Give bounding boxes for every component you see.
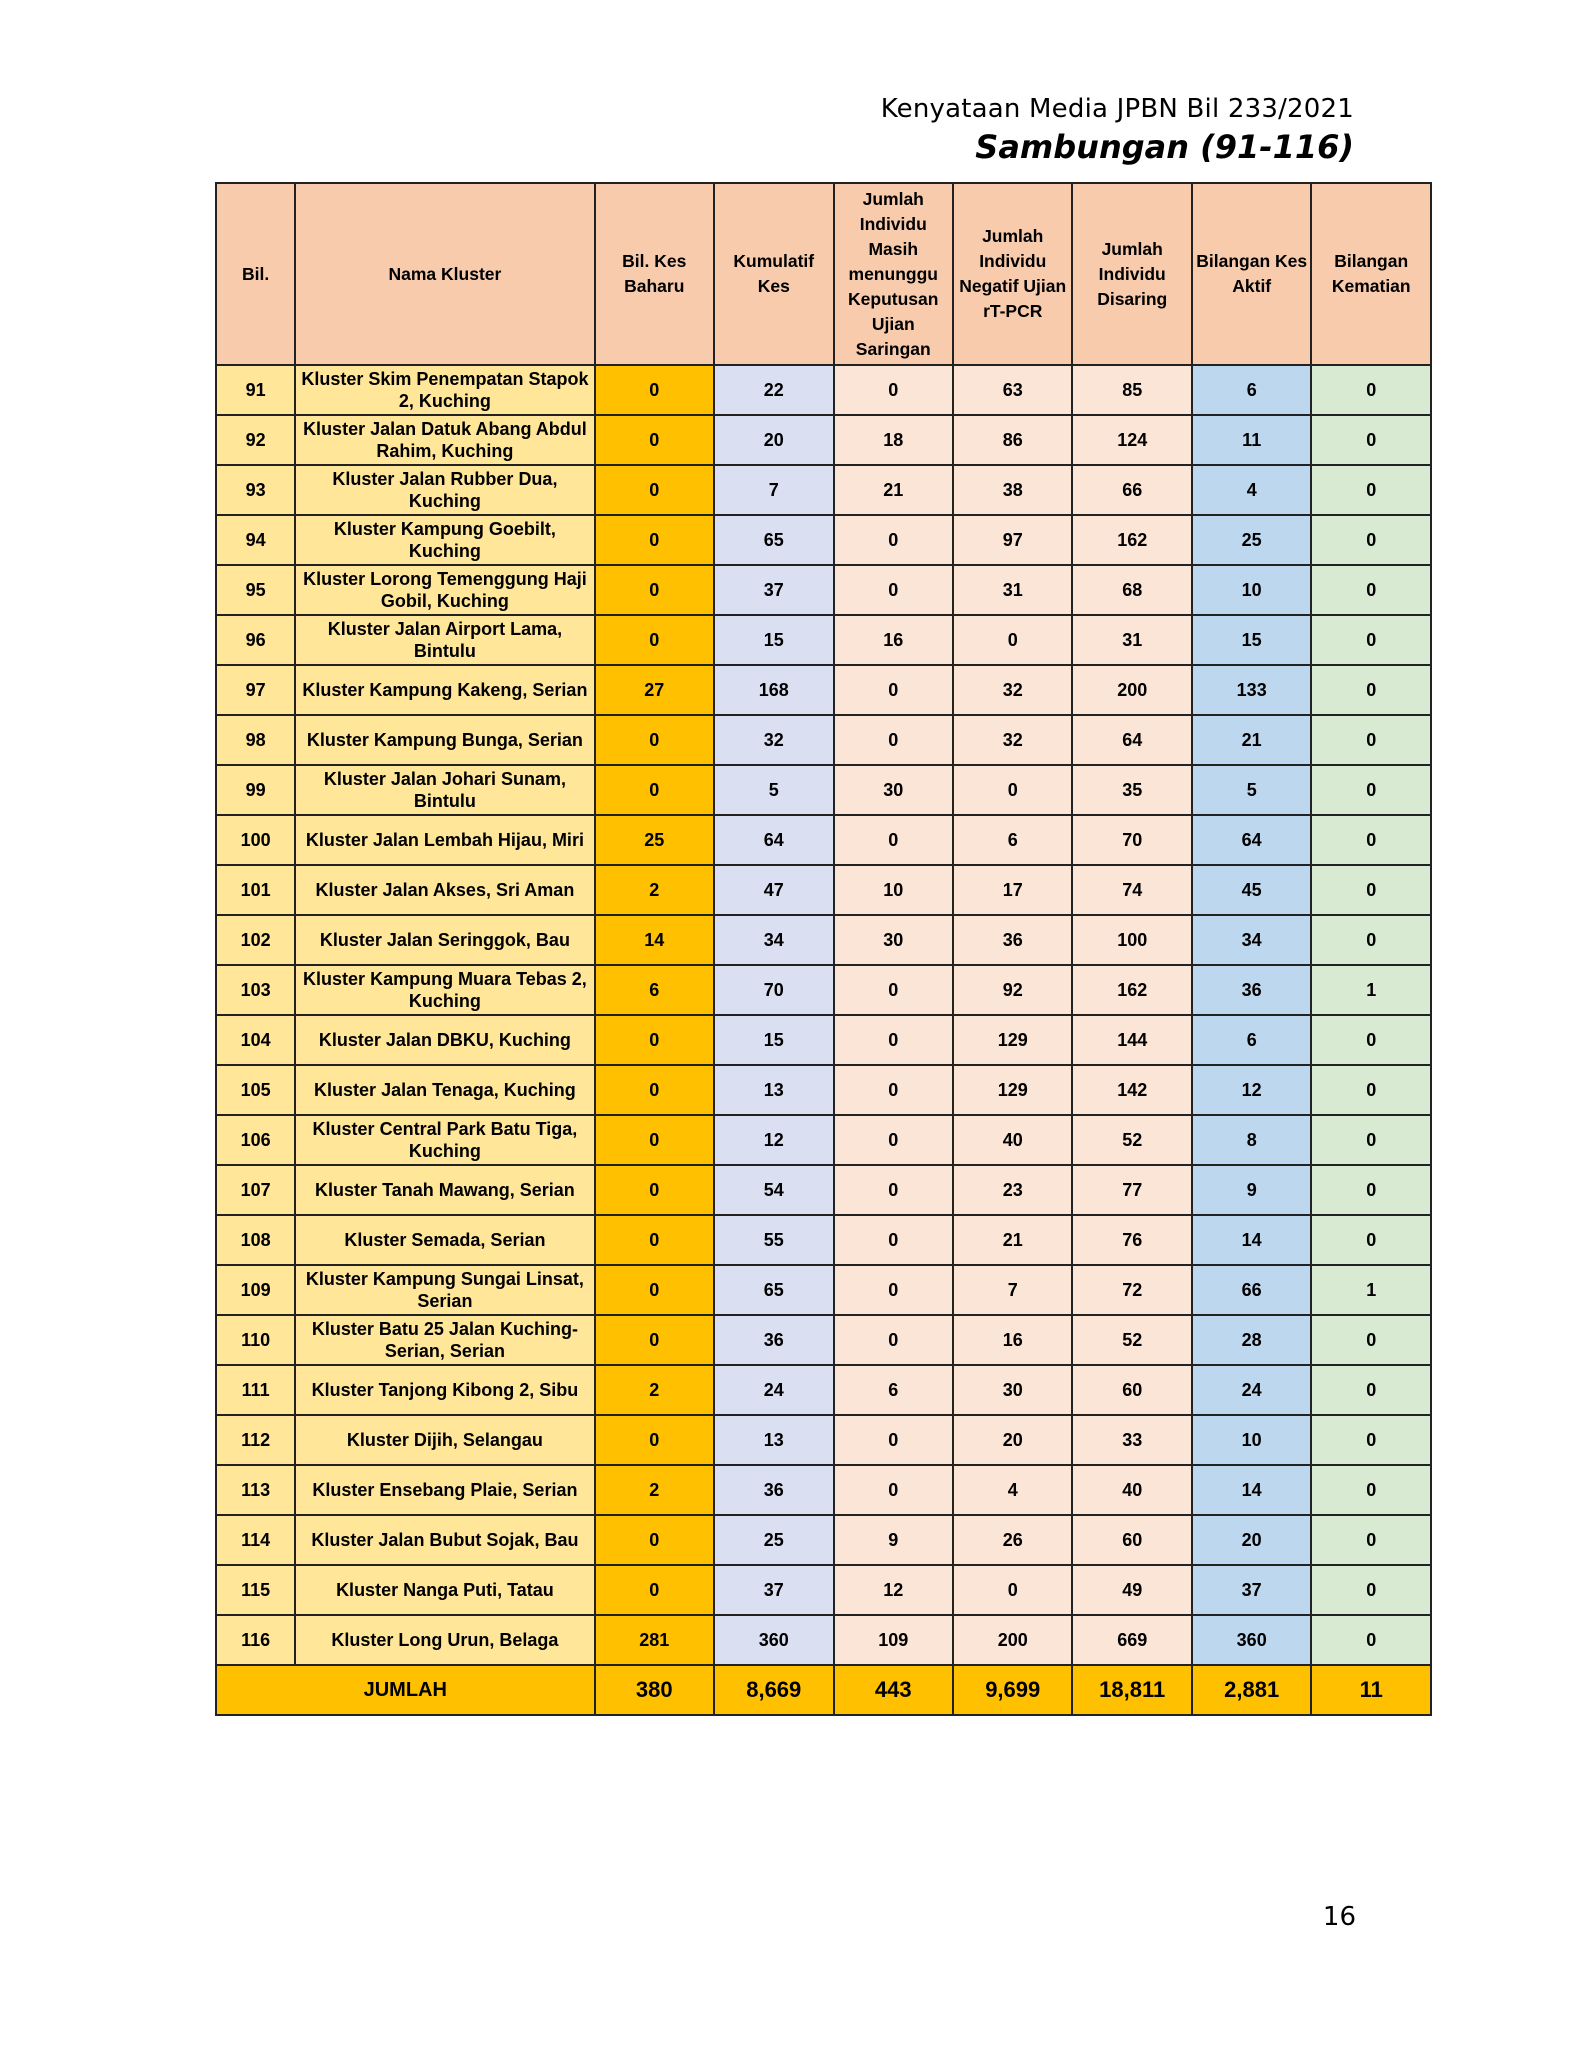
table-row [216,565,1431,615]
cell-bil: 93 [216,465,295,515]
cell-kes-aktif: 360 [1192,1615,1311,1665]
cell-menunggu: 0 [834,1315,953,1365]
cell-kematian: 0 [1311,515,1431,565]
cell-kes-baharu: 0 [595,365,714,415]
total-kematian: 11 [1311,1665,1431,1715]
cell-kes-baharu: 0 [595,1265,714,1315]
cell-kematian: 0 [1311,1215,1431,1265]
cell-kumulatif: 168 [714,665,833,715]
cell-negatif: 21 [953,1215,1072,1265]
cell-kumulatif: 13 [714,1415,833,1465]
cell-kes-baharu: 0 [595,415,714,465]
cell-kematian: 0 [1311,865,1431,915]
cell-negatif: 31 [953,565,1072,615]
table-row [216,815,1431,865]
cell-kes-aktif: 20 [1192,1515,1311,1565]
cell-disaring: 72 [1072,1265,1191,1315]
total-kes-aktif: 2,881 [1192,1665,1311,1715]
cell-kes-aktif: 64 [1192,815,1311,865]
cell-menunggu: 0 [834,515,953,565]
cell-menunggu: 30 [834,765,953,815]
cell-menunggu: 0 [834,1465,953,1515]
cell-bil: 91 [216,365,295,415]
table-row [216,1465,1431,1515]
cell-disaring: 85 [1072,365,1191,415]
cell-kumulatif: 64 [714,815,833,865]
table-row [216,915,1431,965]
cell-negatif: 17 [953,865,1072,915]
cell-bil: 103 [216,965,295,1015]
cell-kumulatif: 34 [714,915,833,965]
cell-kematian: 0 [1311,665,1431,715]
cell-disaring: 52 [1072,1115,1191,1165]
cell-menunggu: 109 [834,1615,953,1665]
cell-bil: 98 [216,715,295,765]
cell-nama-kluster: Kluster Skim Penempatan Stapok 2, Kuching [295,365,594,415]
cell-negatif: 129 [953,1065,1072,1115]
cell-menunggu: 0 [834,1115,953,1165]
cell-kumulatif: 37 [714,1565,833,1615]
cell-kematian: 1 [1311,1265,1431,1315]
cell-negatif: 38 [953,465,1072,515]
cluster-table [215,182,1432,1716]
total-kumulatif: 8,669 [714,1665,833,1715]
cell-negatif: 4 [953,1465,1072,1515]
cell-bil: 115 [216,1565,295,1615]
cell-negatif: 32 [953,665,1072,715]
cell-kumulatif: 47 [714,865,833,915]
cell-kematian: 0 [1311,1415,1431,1465]
table-row [216,1515,1431,1565]
cell-kumulatif: 32 [714,715,833,765]
cell-kematian: 0 [1311,615,1431,665]
cell-menunggu: 0 [834,1415,953,1465]
cell-menunggu: 0 [834,1215,953,1265]
table-row [216,615,1431,665]
cell-bil: 114 [216,1515,295,1565]
cell-nama-kluster: Kluster Tanjong Kibong 2, Sibu [295,1365,594,1415]
cell-kematian: 0 [1311,1065,1431,1115]
cell-bil: 111 [216,1365,295,1415]
cell-kumulatif: 36 [714,1465,833,1515]
cell-bil: 116 [216,1615,295,1665]
cell-bil: 92 [216,415,295,465]
cell-menunggu: 0 [834,715,953,765]
column-header-kes-aktif: Bilangan Kes Aktif [1192,183,1311,365]
total-disaring: 18,811 [1072,1665,1191,1715]
cell-kes-baharu: 0 [595,1215,714,1265]
table-row [216,1415,1431,1465]
table-row [216,515,1431,565]
cell-disaring: 66 [1072,465,1191,515]
cell-menunggu: 18 [834,415,953,465]
cell-negatif: 200 [953,1615,1072,1665]
cell-disaring: 40 [1072,1465,1191,1515]
table-row [216,465,1431,515]
cell-disaring: 33 [1072,1415,1191,1465]
cell-kumulatif: 15 [714,1015,833,1065]
cell-kes-aktif: 10 [1192,1415,1311,1465]
cell-kes-baharu: 0 [595,565,714,615]
cell-kematian: 0 [1311,365,1431,415]
cell-disaring: 124 [1072,415,1191,465]
cell-negatif: 30 [953,1365,1072,1415]
cell-kes-aktif: 45 [1192,865,1311,915]
cell-kes-aktif: 34 [1192,915,1311,965]
cell-menunggu: 30 [834,915,953,965]
table-row [216,1615,1431,1665]
cell-kes-baharu: 0 [595,1415,714,1465]
total-label: JUMLAH [216,1665,595,1715]
total-menunggu: 443 [834,1665,953,1715]
cell-kumulatif: 13 [714,1065,833,1115]
cell-kes-baharu: 0 [595,765,714,815]
cell-bil: 110 [216,1315,295,1365]
cell-kematian: 1 [1311,965,1431,1015]
cell-kematian: 0 [1311,1565,1431,1615]
cell-disaring: 60 [1072,1365,1191,1415]
cell-menunggu: 21 [834,465,953,515]
cell-negatif: 40 [953,1115,1072,1165]
cell-bil: 102 [216,915,295,965]
table-row [216,715,1431,765]
cell-kumulatif: 360 [714,1615,833,1665]
cell-nama-kluster: Kluster Semada, Serian [295,1215,594,1265]
cell-disaring: 669 [1072,1615,1191,1665]
cell-negatif: 32 [953,715,1072,765]
cell-kematian: 0 [1311,465,1431,515]
table-row [216,1265,1431,1315]
cell-kes-aktif: 15 [1192,615,1311,665]
cell-negatif: 92 [953,965,1072,1015]
cell-kematian: 0 [1311,1015,1431,1065]
cell-nama-kluster: Kluster Jalan Rubber Dua, Kuching [295,465,594,515]
table-row [216,1315,1431,1365]
cell-nama-kluster: Kluster Jalan Tenaga, Kuching [295,1065,594,1115]
cell-kes-baharu: 0 [595,1165,714,1215]
cell-kes-baharu: 281 [595,1615,714,1665]
cell-kematian: 0 [1311,715,1431,765]
cell-kes-baharu: 2 [595,1465,714,1515]
table-row [216,1015,1431,1065]
cell-kes-baharu: 0 [595,715,714,765]
cell-kes-baharu: 27 [595,665,714,715]
cell-disaring: 144 [1072,1015,1191,1065]
cell-bil: 109 [216,1265,295,1315]
column-header-kumulatif: Kumulatif Kes [714,183,833,365]
cell-menunggu: 12 [834,1565,953,1615]
cell-disaring: 52 [1072,1315,1191,1365]
cell-kes-aktif: 66 [1192,1265,1311,1315]
cell-nama-kluster: Kluster Jalan Johari Sunam, Bintulu [295,765,594,815]
cell-disaring: 35 [1072,765,1191,815]
cell-nama-kluster: Kluster Kampung Bunga, Serian [295,715,594,765]
cell-kumulatif: 12 [714,1115,833,1165]
cell-negatif: 16 [953,1315,1072,1365]
cell-nama-kluster: Kluster Jalan Bubut Sojak, Bau [295,1515,594,1565]
cell-nama-kluster: Kluster Dijih, Selangau [295,1415,594,1465]
cell-nama-kluster: Kluster Jalan Akses, Sri Aman [295,865,594,915]
cell-nama-kluster: Kluster Kampung Kakeng, Serian [295,665,594,715]
cell-bil: 99 [216,765,295,815]
column-header-nama-kluster: Nama Kluster [295,183,594,365]
cell-kematian: 0 [1311,765,1431,815]
cell-nama-kluster: Kluster Nanga Puti, Tatau [295,1565,594,1615]
cell-kes-aktif: 24 [1192,1365,1311,1415]
table-body [216,365,1431,1665]
cell-kes-aktif: 12 [1192,1065,1311,1115]
cell-menunggu: 0 [834,565,953,615]
cell-nama-kluster: Kluster Kampung Sungai Linsat, Serian [295,1265,594,1315]
cell-nama-kluster: Kluster Lorong Temenggung Haji Gobil, Kuching [295,565,594,615]
cell-disaring: 31 [1072,615,1191,665]
cell-disaring: 100 [1072,915,1191,965]
cell-bil: 96 [216,615,295,665]
cell-disaring: 49 [1072,1565,1191,1615]
table-row [216,1365,1431,1415]
cell-disaring: 162 [1072,515,1191,565]
cell-menunggu: 0 [834,1165,953,1215]
cell-kumulatif: 54 [714,1165,833,1215]
cell-menunggu: 16 [834,615,953,665]
column-header-kematian: Bilangan Kematian [1311,183,1431,365]
cell-kes-aktif: 6 [1192,1015,1311,1065]
cell-menunggu: 0 [834,665,953,715]
cell-negatif: 7 [953,1265,1072,1315]
cell-kematian: 0 [1311,1465,1431,1515]
cell-bil: 101 [216,865,295,915]
cell-negatif: 20 [953,1415,1072,1465]
cell-negatif: 0 [953,1565,1072,1615]
cell-kes-baharu: 0 [595,1515,714,1565]
cell-kes-aktif: 28 [1192,1315,1311,1365]
table-row [216,865,1431,915]
cell-nama-kluster: Kluster Jalan Lembah Hijau, Miri [295,815,594,865]
cell-kes-aktif: 9 [1192,1165,1311,1215]
cell-menunggu: 0 [834,815,953,865]
cell-disaring: 70 [1072,815,1191,865]
cell-kes-aktif: 11 [1192,415,1311,465]
cell-negatif: 0 [953,615,1072,665]
cell-kes-baharu: 2 [595,865,714,915]
cell-disaring: 64 [1072,715,1191,765]
cell-kumulatif: 65 [714,515,833,565]
cell-disaring: 76 [1072,1215,1191,1265]
cell-negatif: 26 [953,1515,1072,1565]
table-row [216,965,1431,1015]
cell-kes-baharu: 0 [595,1065,714,1115]
cell-kematian: 0 [1311,915,1431,965]
cell-kumulatif: 7 [714,465,833,515]
cell-menunggu: 0 [834,1015,953,1065]
cell-kematian: 0 [1311,1515,1431,1565]
document-header-title: Kenyataan Media JPBN Bil 233/2021 [880,94,1354,124]
cell-kes-aktif: 14 [1192,1215,1311,1265]
cell-bil: 94 [216,515,295,565]
cell-menunggu: 6 [834,1365,953,1415]
total-negatif: 9,699 [953,1665,1072,1715]
cell-nama-kluster: Kluster Central Park Batu Tiga, Kuching [295,1115,594,1165]
table-row [216,1215,1431,1265]
cell-kes-aktif: 37 [1192,1565,1311,1615]
cell-disaring: 142 [1072,1065,1191,1115]
cell-menunggu: 0 [834,965,953,1015]
cell-kes-aktif: 5 [1192,765,1311,815]
cell-negatif: 63 [953,365,1072,415]
cell-nama-kluster: Kluster Kampung Muara Tebas 2, Kuching [295,965,594,1015]
table-row [216,1065,1431,1115]
cell-negatif: 23 [953,1165,1072,1215]
cell-menunggu: 9 [834,1515,953,1565]
cell-kes-baharu: 0 [595,465,714,515]
cell-bil: 100 [216,815,295,865]
table-row [216,665,1431,715]
cell-menunggu: 10 [834,865,953,915]
cell-kematian: 0 [1311,815,1431,865]
cell-kes-aktif: 133 [1192,665,1311,715]
cell-nama-kluster: Kluster Long Urun, Belaga [295,1615,594,1665]
cell-kematian: 0 [1311,1365,1431,1415]
table-row [216,765,1431,815]
cell-kes-aktif: 36 [1192,965,1311,1015]
table-row [216,1165,1431,1215]
column-header-negatif: Jumlah Individu Negatif Ujian rT-PCR [953,183,1072,365]
cell-kes-aktif: 8 [1192,1115,1311,1165]
cell-negatif: 97 [953,515,1072,565]
table-row [216,1115,1431,1165]
cell-nama-kluster: Kluster Jalan Datuk Abang Abdul Rahim, Kuching [295,415,594,465]
cell-negatif: 0 [953,765,1072,815]
cell-kes-baharu: 0 [595,1315,714,1365]
total-row [216,1665,1431,1715]
column-header-kes-baharu: Bil. Kes Baharu [595,183,714,365]
cell-bil: 105 [216,1065,295,1115]
cell-kumulatif: 15 [714,615,833,665]
cell-menunggu: 0 [834,1265,953,1315]
table-header-row [216,183,1431,365]
page-number: 16 [1322,1902,1356,1932]
cell-kes-baharu: 6 [595,965,714,1015]
cell-negatif: 6 [953,815,1072,865]
cell-bil: 104 [216,1015,295,1065]
cell-kes-baharu: 0 [595,615,714,665]
cell-nama-kluster: Kluster Tanah Mawang, Serian [295,1165,594,1215]
column-header-disaring: Jumlah Individu Disaring [1072,183,1191,365]
cell-kes-aktif: 14 [1192,1465,1311,1515]
cell-kes-baharu: 0 [595,515,714,565]
cell-kumulatif: 24 [714,1365,833,1415]
cell-kumulatif: 65 [714,1265,833,1315]
cell-disaring: 74 [1072,865,1191,915]
cell-bil: 112 [216,1415,295,1465]
cell-kes-baharu: 25 [595,815,714,865]
table-row [216,365,1431,415]
cell-nama-kluster: Kluster Batu 25 Jalan Kuching-Serian, Serian [295,1315,594,1365]
cell-kes-aktif: 10 [1192,565,1311,615]
cell-disaring: 162 [1072,965,1191,1015]
cell-kumulatif: 55 [714,1215,833,1265]
cell-kes-baharu: 0 [595,1565,714,1615]
cell-nama-kluster: Kluster Jalan Seringgok, Bau [295,915,594,965]
cell-kes-baharu: 2 [595,1365,714,1415]
cell-kes-baharu: 0 [595,1015,714,1065]
cell-kumulatif: 70 [714,965,833,1015]
cell-negatif: 86 [953,415,1072,465]
cell-negatif: 36 [953,915,1072,965]
cell-bil: 95 [216,565,295,615]
cell-kematian: 0 [1311,1115,1431,1165]
cell-kematian: 0 [1311,1315,1431,1365]
cell-kes-aktif: 4 [1192,465,1311,515]
cell-kematian: 0 [1311,415,1431,465]
cell-kes-baharu: 0 [595,1115,714,1165]
cell-kes-baharu: 14 [595,915,714,965]
cell-bil: 107 [216,1165,295,1215]
cell-bil: 113 [216,1465,295,1515]
cell-disaring: 200 [1072,665,1191,715]
cell-negatif: 129 [953,1015,1072,1065]
table-row [216,415,1431,465]
cell-kematian: 0 [1311,565,1431,615]
cell-kumulatif: 22 [714,365,833,415]
document-header-subtitle: Sambungan (91-116) [975,128,1354,166]
cell-kumulatif: 25 [714,1515,833,1565]
column-header-menunggu: Jumlah Individu Masih menunggu Keputusan Ujian Saringan [834,183,953,365]
cell-kes-aktif: 6 [1192,365,1311,415]
cell-nama-kluster: Kluster Jalan Airport Lama, Bintulu [295,615,594,665]
cell-kumulatif: 20 [714,415,833,465]
cell-kematian: 0 [1311,1165,1431,1215]
cell-kumulatif: 36 [714,1315,833,1365]
cell-bil: 108 [216,1215,295,1265]
total-kes-baharu: 380 [595,1665,714,1715]
cell-menunggu: 0 [834,365,953,415]
cell-nama-kluster: Kluster Kampung Goebilt, Kuching [295,515,594,565]
cell-kes-aktif: 21 [1192,715,1311,765]
cell-bil: 106 [216,1115,295,1165]
cell-disaring: 60 [1072,1515,1191,1565]
cell-menunggu: 0 [834,1065,953,1115]
cell-kumulatif: 5 [714,765,833,815]
column-header-bil: Bil. [216,183,295,365]
cell-kes-aktif: 25 [1192,515,1311,565]
cell-kematian: 0 [1311,1615,1431,1665]
cell-bil: 97 [216,665,295,715]
cell-kumulatif: 37 [714,565,833,615]
cell-disaring: 68 [1072,565,1191,615]
cell-nama-kluster: Kluster Ensebang Plaie, Serian [295,1465,594,1515]
cell-nama-kluster: Kluster Jalan DBKU, Kuching [295,1015,594,1065]
cell-disaring: 77 [1072,1165,1191,1215]
table-row [216,1565,1431,1615]
